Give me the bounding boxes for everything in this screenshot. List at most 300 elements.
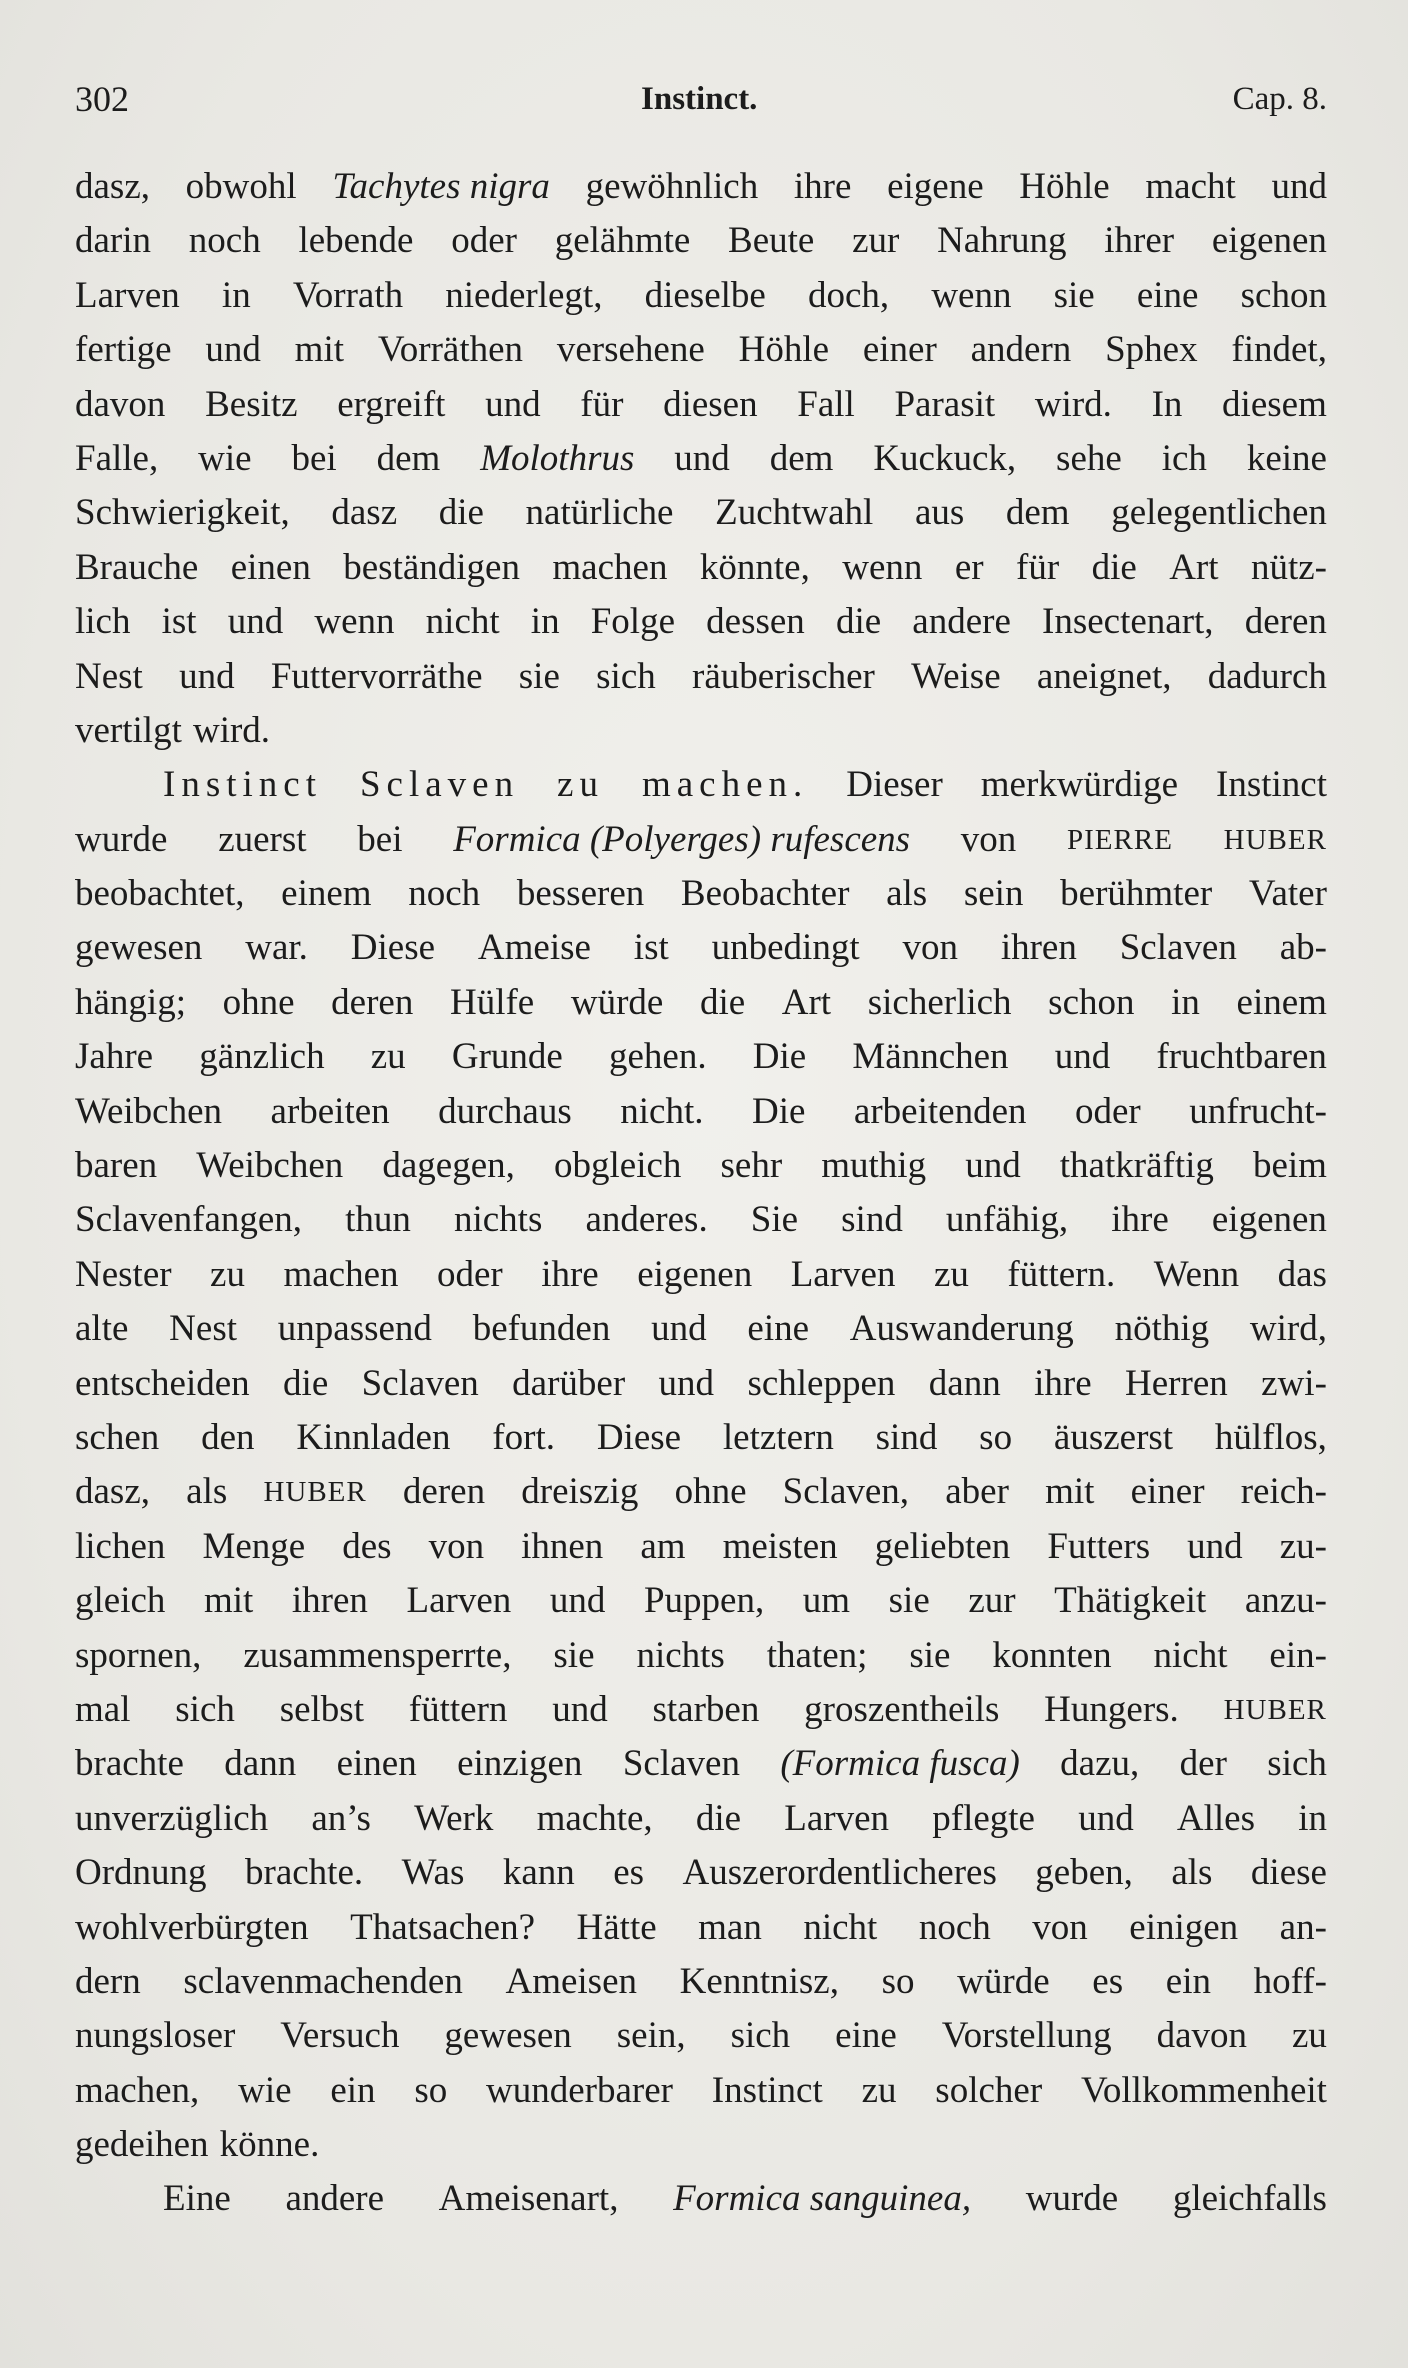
word: Hülfe — [449, 981, 535, 1023]
text-line — [75, 1683, 1327, 1737]
word: Vorstellung — [941, 2015, 1112, 2057]
text-line — [75, 976, 1327, 1030]
word: ihren — [291, 1580, 368, 1622]
word: Besitz — [205, 383, 298, 425]
word: spornen, — [75, 1634, 202, 1676]
word: Sclaven — [622, 1743, 740, 1785]
word: Die — [751, 1090, 806, 1132]
word: mit — [294, 329, 345, 371]
word: zuerst — [218, 818, 307, 860]
word: sie — [909, 1634, 951, 1676]
word: schleppen — [747, 1362, 896, 1404]
word: es — [613, 1852, 645, 1894]
text-line — [75, 758, 1327, 812]
word: dazu, — [1060, 1743, 1140, 1785]
word: Diese — [596, 1416, 682, 1458]
word: vertilgt — [75, 709, 182, 751]
word: wunderbarer — [486, 2069, 673, 2111]
word: Jahre — [75, 1036, 154, 1078]
word: zu — [933, 1253, 969, 1295]
word: ist — [633, 927, 669, 969]
word: gelegentlichen — [1111, 492, 1327, 534]
word: sein, — [616, 2015, 686, 2057]
word: unbedingt — [711, 927, 860, 969]
word: so — [414, 2069, 448, 2111]
word: Auswanderung — [849, 1308, 1074, 1350]
word: und — [227, 601, 284, 643]
text-line — [75, 1901, 1327, 1955]
word: niederlegt, — [445, 274, 603, 316]
word: davon — [75, 383, 166, 425]
word: ein — [330, 2069, 376, 2111]
word: und — [1187, 1525, 1243, 1567]
word: ich — [1161, 437, 1207, 479]
word: gewesen — [75, 927, 203, 969]
word: unverzüglich — [75, 1797, 269, 1839]
word: sie — [518, 655, 560, 697]
word: Larven — [784, 1797, 890, 1839]
word: Falle, — [75, 437, 159, 479]
word: an- — [1279, 1906, 1327, 1948]
word: Nest — [75, 655, 143, 697]
word: baren — [75, 1145, 158, 1187]
word: sclavenmachenden — [183, 1960, 463, 2002]
word: Ameise — [477, 927, 591, 969]
text-line — [75, 432, 1327, 486]
word: Thatsachen? — [350, 1906, 536, 1948]
text-line — [75, 541, 1327, 595]
word: aus — [914, 492, 965, 534]
word: sind — [841, 1199, 903, 1241]
word: als — [886, 873, 928, 915]
word: wurde — [75, 818, 168, 860]
word: und — [1054, 1036, 1111, 1078]
italic-word: (Formica fusca) — [780, 1743, 1020, 1785]
word: geben, — [1035, 1852, 1133, 1894]
word: und — [965, 1145, 1021, 1187]
word: reich- — [1240, 1471, 1327, 1513]
word: und — [1271, 166, 1327, 207]
word: meisten — [722, 1525, 838, 1567]
word: entscheiden — [75, 1362, 250, 1404]
word: Sclaven — [361, 1362, 479, 1404]
word: Futters — [1047, 1525, 1151, 1567]
word: Fall — [797, 383, 855, 425]
word: deren — [1244, 601, 1327, 643]
word: und — [179, 655, 235, 697]
word: eigenen — [1211, 1199, 1327, 1241]
word: nöthig — [1114, 1308, 1210, 1350]
word: es — [1092, 1960, 1124, 2002]
word: Höhle — [1019, 166, 1110, 207]
word: hoff- — [1253, 1960, 1327, 2002]
word: mit — [1045, 1471, 1095, 1513]
word: befunden — [472, 1308, 611, 1350]
word: mit — [203, 1580, 254, 1622]
word: eigenen — [637, 1253, 753, 1295]
word: arbeiten — [270, 1090, 390, 1132]
text-line — [75, 1465, 1327, 1519]
word: anderes. — [585, 1199, 708, 1241]
word: konnten — [992, 1634, 1112, 1676]
word: anzu- — [1244, 1580, 1327, 1622]
word: einen — [336, 1743, 417, 1785]
text-line — [75, 1955, 1327, 2009]
word: obgleich — [554, 1145, 682, 1187]
word: als — [1171, 1852, 1213, 1894]
word: Larven — [790, 1253, 896, 1295]
word: in — [1171, 981, 1200, 1023]
word: hängig; — [75, 981, 186, 1023]
word: machen — [283, 1253, 399, 1295]
word: zur — [852, 220, 900, 262]
word: andere — [285, 2178, 385, 2220]
word: obwohl — [185, 166, 297, 207]
word: zu- — [1279, 1525, 1327, 1567]
word: sie — [888, 1580, 930, 1622]
word: bei — [357, 818, 403, 860]
word: arbeitenden — [853, 1090, 1027, 1132]
word: Futtervorräthe — [270, 655, 483, 697]
word: ihre — [1034, 1362, 1092, 1404]
word: Art — [781, 981, 832, 1023]
word: sich — [596, 655, 656, 697]
word: Ameisen — [505, 1960, 638, 2002]
small-caps-word: HUBER — [263, 1476, 367, 1509]
word: in — [530, 601, 560, 643]
word: Thätigkeit — [1054, 1580, 1207, 1622]
text-line — [75, 160, 1327, 214]
word: dadurch — [1207, 655, 1327, 697]
word: wird. — [1034, 383, 1112, 425]
word: dem — [376, 437, 441, 479]
word: beim — [1252, 1145, 1327, 1187]
word: merkwürdige — [980, 764, 1179, 806]
word: ihrer — [1104, 220, 1175, 262]
text-line — [75, 1302, 1327, 1356]
word: gelähmte — [554, 220, 691, 262]
word: sich — [730, 2015, 791, 2057]
word: starben — [652, 1688, 760, 1730]
word: in — [221, 274, 251, 316]
word: eigenen — [1211, 220, 1327, 262]
word: Herren — [1125, 1362, 1228, 1404]
word: und — [485, 383, 541, 425]
word: gewöhnlich — [585, 166, 759, 207]
word: nicht — [1153, 1634, 1228, 1676]
word: einer — [1130, 1471, 1205, 1513]
word: ohne — [674, 1471, 747, 1513]
word: zwi- — [1261, 1362, 1327, 1404]
word: als — [186, 1471, 228, 1513]
word: andern — [970, 329, 1072, 371]
word: Puppen, — [643, 1580, 765, 1622]
word: Wenn — [1153, 1253, 1240, 1295]
text-line — [75, 2064, 1327, 2118]
word: kann — [502, 1852, 575, 1894]
word: die — [438, 492, 484, 534]
word: sind — [875, 1416, 938, 1458]
word: Parasit — [894, 383, 996, 425]
word: Insectenart, — [1042, 601, 1214, 643]
word: ihre — [541, 1253, 599, 1295]
word: von — [1032, 1906, 1088, 1948]
word: fertige — [75, 329, 172, 371]
word: Eine — [163, 2178, 231, 2220]
word: Männchen — [852, 1036, 1009, 1078]
word: dreiszig — [521, 1471, 639, 1513]
word: aneignet, — [1036, 655, 1172, 697]
word: oder — [436, 1253, 503, 1295]
word: einem — [281, 873, 372, 915]
word: Diese — [350, 927, 436, 969]
text-line — [75, 486, 1327, 540]
word: der — [1179, 1743, 1227, 1785]
word: nicht — [803, 1906, 878, 1948]
word: groszentheils — [804, 1688, 1000, 1730]
word: In — [1151, 383, 1183, 425]
word: Zuchtwahl — [715, 492, 874, 534]
word: findet, — [1231, 329, 1327, 371]
text-line — [75, 2172, 1327, 2226]
text-line — [75, 1139, 1327, 1193]
word: ab- — [1279, 927, 1327, 969]
word: für — [580, 383, 624, 425]
word: machen, — [75, 2069, 200, 2111]
small-caps-word: PIERRE — [1067, 823, 1173, 856]
italic-word: Tachytes nigra — [332, 166, 550, 207]
word: Ameisenart, — [438, 2178, 619, 2220]
word: einem — [1236, 981, 1327, 1023]
text-line — [75, 1737, 1327, 1791]
word: machen — [552, 546, 668, 588]
word: Dieser — [846, 764, 943, 806]
running-head — [75, 74, 1327, 124]
word: noch — [188, 220, 261, 262]
word: in — [1298, 1797, 1327, 1839]
word: nungsloser — [75, 2015, 236, 2057]
word: Ordnung — [75, 1852, 207, 1894]
text-line — [75, 1792, 1327, 1846]
word: dasz, — [75, 1471, 150, 1513]
word: diesem — [1222, 383, 1327, 425]
italic-word: Formica sanguinea, — [673, 2178, 972, 2220]
word: füttern. — [1007, 1253, 1116, 1295]
word: unfähig, — [945, 1199, 1069, 1241]
word: wie — [238, 2069, 292, 2111]
word: dem — [1005, 492, 1070, 534]
word: das — [1277, 1253, 1327, 1295]
word: gewesen — [444, 2015, 572, 2057]
text-line — [75, 650, 1327, 704]
word: von — [902, 927, 958, 969]
word: eigene — [887, 166, 984, 207]
word: oder — [1075, 1090, 1141, 1132]
word: Vater — [1248, 873, 1327, 915]
word: und — [674, 437, 730, 479]
chapter-label: Cap. 8. — [1232, 81, 1327, 117]
word: schon — [1240, 274, 1327, 316]
word: ein- — [1269, 1634, 1327, 1676]
word: gehen. — [609, 1036, 707, 1078]
word: zu — [1292, 2015, 1327, 2057]
word: lich — [75, 601, 131, 643]
word: könne. — [219, 2124, 320, 2166]
word: und — [651, 1308, 707, 1350]
word: und — [658, 1362, 715, 1404]
word: Schwierigkeit, — [75, 492, 290, 534]
text-line — [75, 704, 1327, 758]
word: dann — [224, 1743, 297, 1785]
word: versehene — [556, 329, 705, 371]
word: muthig — [821, 1145, 927, 1187]
word: nütz- — [1250, 546, 1327, 588]
text-line — [75, 214, 1327, 268]
word: Kenntnisz, — [679, 1960, 839, 2002]
word: dieselbe — [644, 274, 766, 316]
text-line — [75, 323, 1327, 377]
text-line — [75, 1520, 1327, 1574]
word: Instinct — [1216, 764, 1327, 806]
word: Weise — [911, 655, 1001, 697]
word: man — [698, 1906, 762, 1948]
word: wird, — [1249, 1308, 1327, 1350]
word: nicht. — [620, 1090, 704, 1132]
word: Larven — [406, 1580, 512, 1622]
word: füttern — [408, 1688, 508, 1730]
text-line — [75, 1574, 1327, 1628]
word: fruchtbaren — [1156, 1036, 1327, 1078]
word: schen — [75, 1416, 160, 1458]
word: ihren — [1000, 927, 1077, 969]
word: Sie — [750, 1199, 799, 1241]
word: unpassend — [277, 1308, 432, 1350]
word: andere — [912, 601, 1011, 643]
word: thatkräftig — [1059, 1145, 1214, 1187]
word: zu — [210, 1253, 245, 1295]
word: wohlverbürgten — [75, 1906, 309, 1948]
word: thun — [345, 1199, 411, 1241]
text-line — [75, 1193, 1327, 1247]
word: und — [552, 1688, 608, 1730]
word: wenn — [842, 546, 923, 588]
word: zu — [861, 2069, 897, 2111]
word: Instinct — [711, 2069, 823, 2111]
word: des — [342, 1525, 392, 1567]
word: ohne — [222, 981, 295, 1023]
word: fort. — [492, 1416, 555, 1458]
word: lichen — [75, 1525, 166, 1567]
word: doch, — [807, 274, 890, 316]
word: alte — [75, 1308, 129, 1350]
word: sich — [175, 1688, 235, 1730]
word: durchaus — [438, 1090, 572, 1132]
word: gleich — [75, 1580, 166, 1622]
word: diesen — [663, 383, 758, 425]
word: Auszerordentlicheres — [682, 1852, 997, 1894]
word: eine — [747, 1308, 810, 1350]
word: von — [960, 818, 1017, 860]
spaced-word: Sclaven — [359, 764, 520, 806]
word: selbst — [279, 1688, 364, 1730]
word: dasz — [331, 492, 398, 534]
word: sein — [963, 873, 1024, 915]
word: ihre — [1111, 1199, 1169, 1241]
word: sich — [1267, 1743, 1327, 1785]
word: wie — [198, 437, 252, 479]
word: den — [201, 1416, 255, 1458]
word: beobachtet, — [75, 873, 245, 915]
word: mal — [75, 1688, 131, 1730]
word: brachte. — [245, 1852, 364, 1894]
word: solcher — [935, 2069, 1043, 2111]
word: noch — [918, 1906, 991, 1948]
word: die — [835, 601, 882, 643]
word: einer — [862, 329, 937, 371]
word: machte, — [536, 1797, 653, 1839]
word: ist — [161, 601, 197, 643]
word: am — [640, 1525, 686, 1567]
word: natürliche — [525, 492, 674, 534]
word: Die — [752, 1036, 807, 1078]
word: keine — [1246, 437, 1327, 479]
body-text — [75, 160, 1327, 2227]
word: Hätte — [576, 1906, 657, 1948]
text-line — [75, 378, 1327, 432]
text-line — [75, 2009, 1327, 2063]
word: geliebten — [874, 1525, 1011, 1567]
word: die — [283, 1362, 329, 1404]
italic-word: Molothrus — [480, 437, 635, 479]
word: Werk — [414, 1797, 494, 1839]
word: dern — [75, 1960, 141, 2002]
word: Kinnladen — [296, 1416, 451, 1458]
word: äuszerst — [1053, 1416, 1174, 1458]
word: dann — [928, 1362, 1001, 1404]
word: einigen — [1129, 1906, 1239, 1948]
word: eine — [1136, 274, 1199, 316]
word: Alles — [1176, 1797, 1255, 1839]
word: Menge — [202, 1525, 306, 1567]
word: Art — [1169, 546, 1219, 588]
word: Vorräthen — [377, 329, 524, 371]
word: und — [205, 329, 261, 371]
word: dasz, — [75, 166, 150, 207]
word: Sclaven — [1119, 927, 1237, 969]
word: lebende — [298, 220, 414, 262]
word: Nahrung — [937, 220, 1067, 262]
text-line — [75, 1085, 1327, 1139]
word: einen — [230, 546, 311, 588]
word: ein — [1165, 1960, 1211, 2002]
word: Sphex — [1105, 329, 1198, 371]
text-line — [75, 1248, 1327, 1302]
word: letztern — [722, 1416, 834, 1458]
word: Grunde — [451, 1036, 563, 1078]
word: könnte, — [699, 546, 810, 588]
word: Sclaven, — [782, 1471, 910, 1513]
italic-word: Formica (Polyerges) rufescens — [453, 818, 911, 860]
word: Sclavenfangen, — [75, 1199, 303, 1241]
page-number: 302 — [75, 79, 129, 119]
word: an’s — [311, 1797, 371, 1839]
text-line — [75, 813, 1327, 867]
word: zu — [370, 1036, 406, 1078]
word: wenn — [314, 601, 395, 643]
text-line — [75, 595, 1327, 649]
word: oder — [451, 220, 517, 262]
word: dem — [769, 437, 834, 479]
